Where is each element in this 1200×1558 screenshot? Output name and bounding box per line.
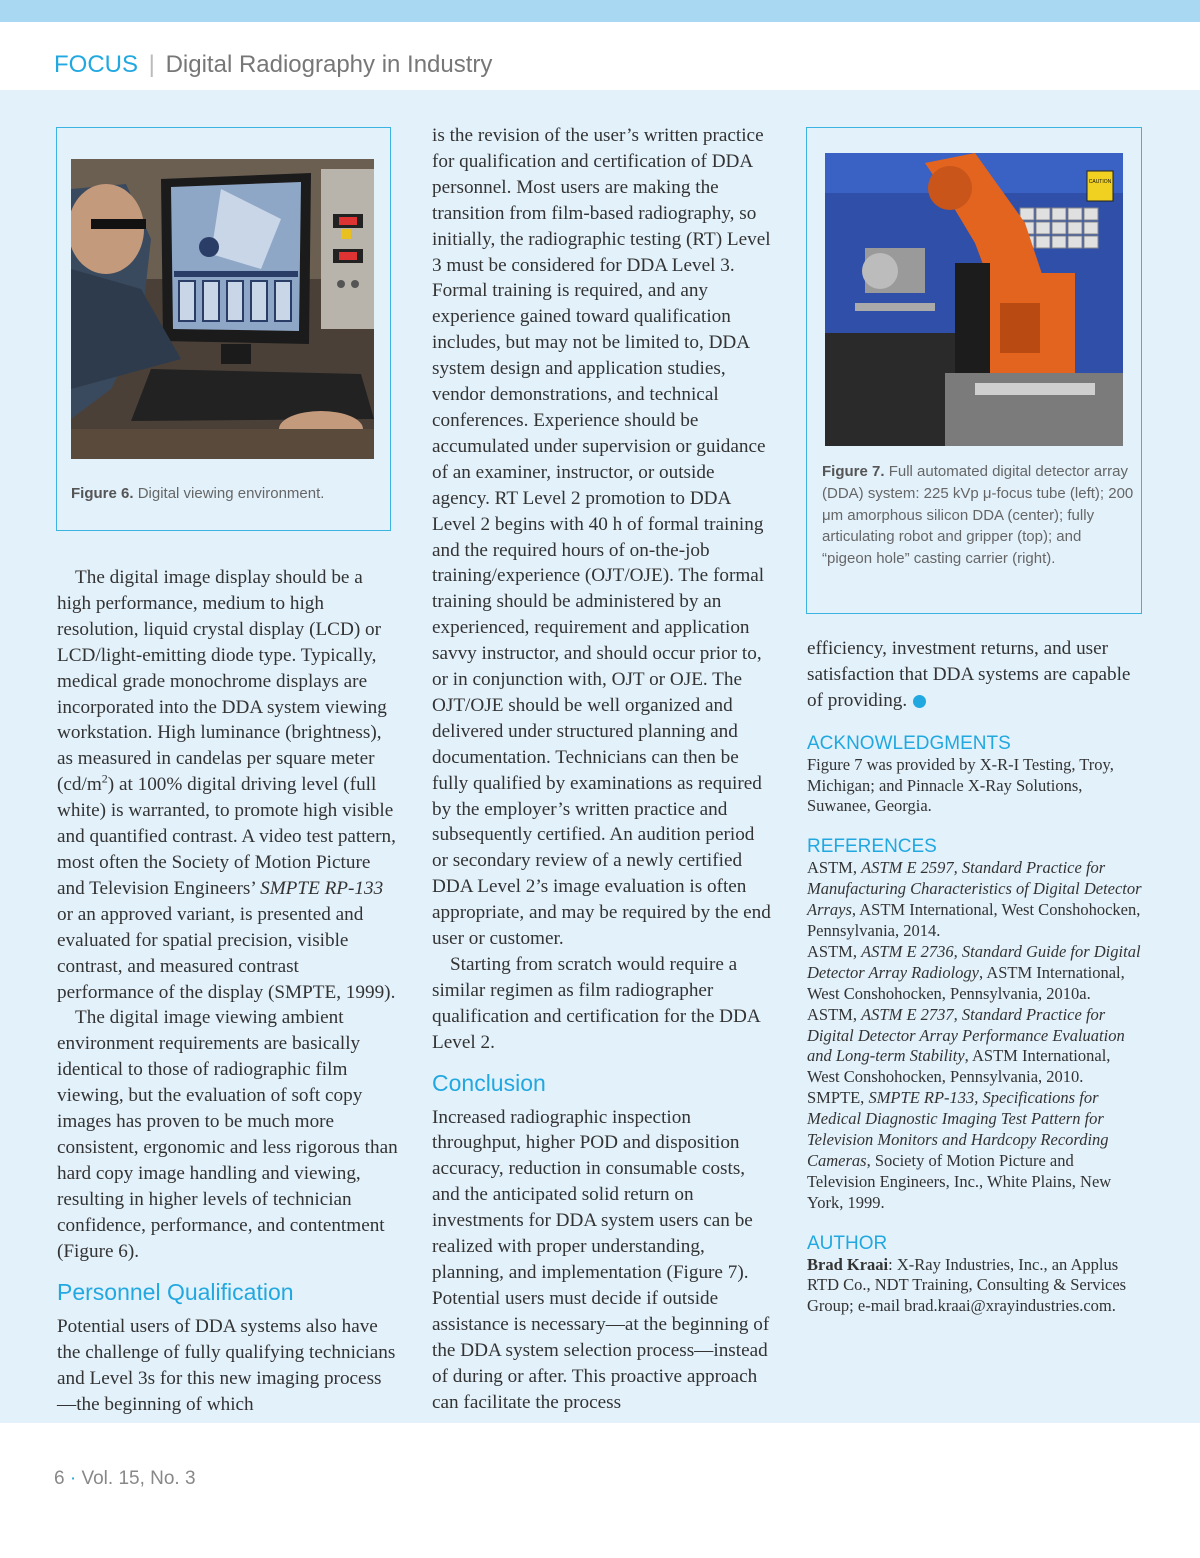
- heading-references: REFERENCES: [807, 836, 937, 858]
- col1-p1-italic: SMPTE RP-133: [260, 877, 384, 899]
- page-number: 6: [54, 1468, 65, 1489]
- running-header: [54, 51, 492, 79]
- reference-item: [807, 858, 1143, 942]
- heading-acknowledgments: ACKNOWLEDGMENTS: [807, 732, 1011, 754]
- figure-6-box: [56, 127, 391, 531]
- section-label: FOCUS: [54, 51, 138, 78]
- ref-3-title: ASTM E 2737, Standard Practice for Digital Detector Array Performance Evaluation and Long-term Stability: [807, 1004, 1125, 1066]
- workstation-illustration: [71, 159, 374, 459]
- col1-paragraph-3: Potential users of DDA systems also have the challenge of fully qualifying technicians and Level 3s for this new imaging process—the beginning of which: [57, 1316, 396, 1416]
- ref-3-author: ASTM,: [807, 1004, 862, 1024]
- header-title: Digital Radiography in Industry: [165, 51, 493, 78]
- author-name: Brad Kraai: [807, 1254, 889, 1274]
- figure-6-caption-text: Digital viewing environment.: [137, 485, 325, 502]
- col3-paragraph-1: [807, 636, 1143, 714]
- footer-dot: ·: [69, 1468, 77, 1489]
- end-of-article-dot: [913, 695, 926, 708]
- reference-item: [807, 942, 1143, 1005]
- figure-7-box: [806, 127, 1142, 614]
- figure-7-caption-text: Full automated digital detector array (DDA) system: 225 kVp μ-focus tube (left); 200 μm amorphous silicon DDA (center); fully articulating robot and gripper (top); and “pigeon hole” casting carrier (right).: [822, 463, 1134, 568]
- ref-1-publisher: , ASTM International, West Conshohocken, Pennsylvania, 2014.: [807, 900, 1141, 940]
- ref-4-title: SMPTE RP-133, Specifications for Medical Diagnostic Imaging Test Pattern for Television Monitors and Hardcopy Recording Cameras: [807, 1088, 1109, 1170]
- reference-item: [807, 1005, 1143, 1089]
- author-bio: [807, 1255, 1143, 1318]
- ref-4-publisher: , Society of Motion Picture and Television Engineers, Inc., White Plains, New York, 1999.: [807, 1150, 1112, 1212]
- figure-6-caption: [71, 483, 371, 505]
- figure-6-photo: [71, 159, 374, 459]
- column-2: [432, 123, 774, 1415]
- heading-personnel-qualification: Personnel Qualification: [57, 1279, 294, 1306]
- author-affiliation: : X-Ray Industries, Inc., an Applus RTD Co., NDT Training, Consulting & Services Group; e-mail brad.kraai@xrayindustries.com.: [807, 1254, 1127, 1316]
- ref-3-publisher: , ASTM International, West Conshohocken, Pennsylvania, 2010.: [807, 1046, 1111, 1087]
- ref-1-author: ASTM,: [807, 858, 862, 878]
- ref-1-title: ASTM E 2597, Standard Practice for Manufacturing Characteristics of Digital Detector Arrays: [807, 858, 1142, 920]
- col1-paragraph-2: The digital image viewing ambient environment requirements are basically identical to those of radiographic film viewing, but the evaluation of soft copy images has proven to be much more consistent, ergonomic and less rigorous than hard copy image handling and viewing, resulting in higher levels of technician confidence, performance, and contentment (Figure 6).: [57, 1007, 398, 1262]
- figure-7-photo: [825, 153, 1123, 446]
- column-3: [807, 636, 1143, 1317]
- col1-p1-text-c: or an approved variant, is presented and evaluated for spatial precision, visible contrast, and measured contrast performance of the display (SMPTE, 1999).: [57, 903, 396, 1003]
- col2-paragraph-2: Starting from scratch would require a similar regimen as film radiographer qualification and certification for the DDA Level 2.: [432, 954, 760, 1053]
- page-footer: [54, 1468, 196, 1490]
- col3-p1-text: efficiency, investment returns, and user satisfaction that DDA systems are capable of providing.: [807, 638, 1131, 711]
- caution-sign-text: CAUTION: [1088, 179, 1112, 185]
- col1-p1-text-a: The digital image display should be a high performance, medium to high resolution, liquid crystal display (LCD) or LCD/light-emitting diode type. Typically, medical grade monochrome displays are incorporated into the DDA system viewing workstation. High luminance (brightness), as measured in candelas per square meter (cd/m: [57, 567, 387, 796]
- header-separator: |: [148, 51, 155, 78]
- column-1: [57, 565, 399, 1418]
- col1-p1-superscript: 2: [101, 771, 108, 786]
- acknowledgments-text: Figure 7 was provided by X-R-I Testing, Troy, Michigan; and Pinnacle X-Ray Solutions, Suwanee, Georgia.: [807, 754, 1114, 816]
- ref-2-author: ASTM,: [807, 941, 862, 961]
- col1-paragraph-1: [57, 565, 399, 1005]
- ref-4-author: SMPTE,: [807, 1088, 869, 1108]
- robot-illustration: [825, 153, 1123, 446]
- top-color-strip: [0, 0, 1200, 22]
- col2-paragraph-3: Increased radiographic inspection throughput, higher POD and disposition accuracy, reduction in consumable costs, and the anticipated solid return on investments for DDA system users can be realized with proper understanding, planning, and implementation (Figure 7). Potential users must decide if outside assistance is necessary—at the beginning of the DDA system selection process—instead of during or after. This proactive approach can facilitate the process: [432, 1106, 770, 1413]
- heading-author: AUTHOR: [807, 1232, 888, 1254]
- figure-7-label: Figure 7.: [822, 463, 885, 480]
- figure-7-caption: [822, 461, 1134, 570]
- issue-number: Vol. 15, No. 3: [81, 1468, 196, 1489]
- figure-6-label: Figure 6.: [71, 485, 134, 502]
- back-matter: [807, 734, 1143, 1318]
- heading-conclusion: Conclusion: [432, 1069, 546, 1096]
- col2-paragraph-1: is the revision of the user’s written practice for qualification and certification of DDA personnel. Most users are making the transition from film-based radiography, so initially, the radiographic testing (RT) Level 3 must be considered for DDA Level 3. Formal training is required, and any experience gained toward qualification includes, but may not be limited to, DDA system design and application studies, vendor demonstrations, and technical conferences. Experience should be accumulated under supervision or guidance of an examiner, instructor, or outside agency. RT Level 2 promotion to DDA Level 2 begins with 40 h of formal training and the required hours of on-the-job training/experience (OJT/OJE). The formal training should be administered by an experienced, requirement and application savvy instructor, and should occur prior to, or in conjunction with, OJT or OJE. The OJT/OJE should be well organized and delivered under structured planning and documentation. Technicians can then be fully qualified by examinations as required by the employer’s written practice and subsequently certified. An audition period or secondary review of a newly certified DDA Level 2’s image evaluation is often appropriate, and may be required by the end user or customer.: [432, 125, 771, 950]
- col1-p1-text-b: ) at 100% digital driving level (full white) is warranted, to promote high visible and quantified contrast. A video test pattern, most often the Society of Motion Picture and Television Engineers’: [57, 774, 396, 899]
- reference-item: [807, 1088, 1143, 1213]
- ref-2-publisher: , ASTM International, West Conshohocken, Pennsylvania, 2010a.: [807, 962, 1125, 1003]
- ref-2-title: ASTM E 2736, Standard Guide for Digital Detector Array Radiology: [807, 941, 1141, 982]
